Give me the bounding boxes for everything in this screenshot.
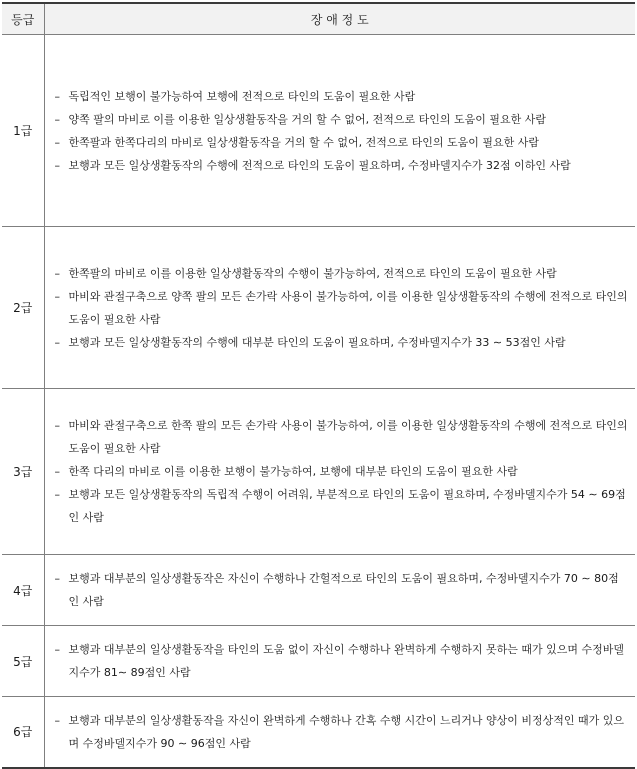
grade-row-2 <box>2 227 635 389</box>
bullet-dash: – <box>54 158 60 172</box>
description-item <box>55 285 630 331</box>
description-text: 마비와 관절구축으로 양쪽 팔의 모든 손가락 사용이 불가능하여, 이를 이용한 일상생활동작의 수행에 전적으로 타인의 도움이 필요한 사람 <box>68 289 628 326</box>
description-item <box>55 131 630 154</box>
description-item <box>55 414 630 460</box>
description-text: 보행과 대부분의 일상생활동작은 자신이 수행하나 간헐적으로 타인의 도움이 필요하며, 수정바델지수가 70 ∼ 80점인 사람 <box>68 572 619 608</box>
bullet-dash: – <box>54 465 60 478</box>
header-grade: 등급 <box>2 3 44 35</box>
description-cell <box>44 555 635 626</box>
description-cell <box>44 35 635 227</box>
grade-row-4 <box>2 555 635 626</box>
bullet-dash: – <box>54 89 60 103</box>
bullet-dash: – <box>54 266 60 280</box>
bullet-dash: – <box>54 488 60 501</box>
grade-cell: 3급 <box>2 389 44 555</box>
description-text: 한쪽팔의 마비로 이를 이용한 일상생활동작의 수행이 불가능하여, 전적으로 타인의 도움이 필요한 사람 <box>68 266 557 280</box>
description-cell <box>44 227 635 389</box>
header-row <box>2 3 635 35</box>
disability-grade-table <box>2 2 635 769</box>
description-item <box>55 567 630 613</box>
description-item <box>55 331 630 354</box>
grade-cell: 2급 <box>2 227 44 389</box>
grade-row-5 <box>2 626 635 697</box>
description-cell <box>44 626 635 697</box>
bullet-dash: – <box>54 289 60 303</box>
description-item <box>55 460 630 483</box>
description-item <box>55 638 630 684</box>
grade-row-1 <box>2 35 635 227</box>
grade-cell: 4급 <box>2 555 44 626</box>
bullet-dash: – <box>54 713 60 727</box>
bullet-dash: – <box>54 335 60 349</box>
description-cell <box>44 697 635 768</box>
description-text: 한쪽 다리의 마비로 이를 이용한 보행이 불가능하여, 보행에 대부분 타인의 도움이 필요한 사람 <box>68 465 518 478</box>
description-cell <box>44 389 635 555</box>
bullet-dash: – <box>54 135 60 149</box>
description-item <box>55 709 630 755</box>
description-text: 보행과 모든 일상생활동작의 수행에 전적으로 타인의 도움이 필요하며, 수정바델지수가 32점 이하인 사람 <box>68 158 571 172</box>
description-text: 보행과 모든 일상생활동작의 독립적 수행이 어려워, 부분적으로 타인의 도움이 필요하며, 수정바델지수가 54 ∼ 69점인 사람 <box>68 488 626 524</box>
grade-cell: 1급 <box>2 35 44 227</box>
description-item <box>55 262 630 285</box>
description-item <box>55 85 630 108</box>
bullet-dash: – <box>54 572 60 585</box>
bullet-dash: – <box>54 643 60 656</box>
description-item <box>55 154 630 177</box>
grade-row-6 <box>2 697 635 768</box>
grade-row-3 <box>2 389 635 555</box>
description-item <box>55 483 630 529</box>
description-text: 보행과 대부분의 일상생활동작을 타인의 도움 없이 자신이 수행하나 완벽하게 수행하지 못하는 때가 있으며 수정바델지수가 81∼ 89점인 사람 <box>68 643 624 679</box>
header-degree: 장 애 정 도 <box>44 3 635 35</box>
description-item <box>55 108 630 131</box>
bullet-dash: – <box>54 419 60 432</box>
description-text: 마비와 관절구축으로 한쪽 팔의 모든 손가락 사용이 불가능하여, 이를 이용한 일상생활동작의 수행에 전적으로 타인의 도움이 필요한 사람 <box>68 419 628 455</box>
description-text: 보행과 대부분의 일상생활동작을 자신이 완벽하게 수행하나 간혹 수행 시간이 느리거나 양상이 비정상적인 때가 있으며 수정바델지수가 90 ∼ 96점인 사람 <box>68 713 624 750</box>
description-text: 한쪽팔과 한쪽다리의 마비로 일상생활동작을 거의 할 수 없어, 전적으로 타인의 도움이 필요한 사람 <box>68 135 539 149</box>
description-text: 양쪽 팔의 마비로 이를 이용한 일상생활동작을 거의 할 수 없어, 전적으로 타인의 도움이 필요한 사람 <box>68 112 546 126</box>
description-text: 독립적인 보행이 불가능하여 보행에 전적으로 타인의 도움이 필요한 사람 <box>68 89 416 103</box>
bullet-dash: – <box>54 112 60 126</box>
grade-cell: 5급 <box>2 626 44 697</box>
grade-cell: 6급 <box>2 697 44 768</box>
description-text: 보행과 모든 일상생활동작의 수행에 대부분 타인의 도움이 필요하며, 수정바델지수가 33 ∼ 53점인 사람 <box>68 335 566 349</box>
